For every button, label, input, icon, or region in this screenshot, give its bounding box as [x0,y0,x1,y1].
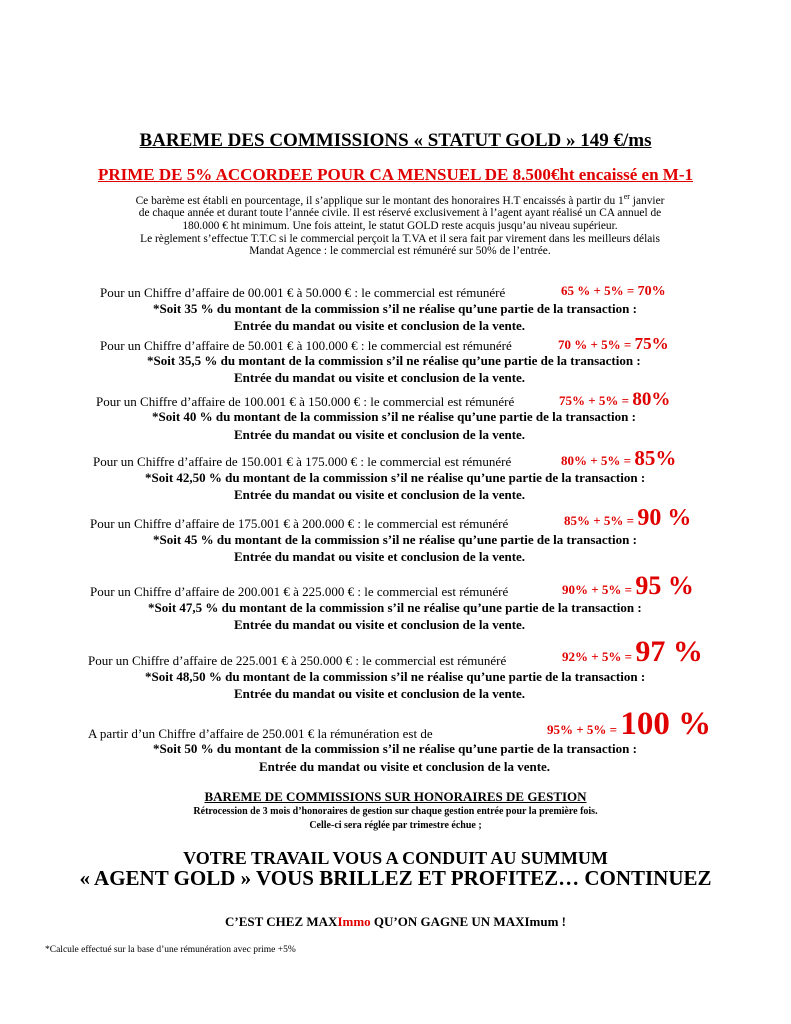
tier-rate: 75% + 5% = 80% [559,389,671,410]
tier-condition: Pour un Chiffre d’affaire de 50.001 € à 100.000 € : le commercial est rémunéré [100,338,512,353]
tier-condition: Pour un Chiffre d’affaire de 225.001 € à 250.000 € : le commercial est rémunéré [88,653,507,668]
tier-partial-detail: Entrée du mandat ou visite et conclusion de la vente. [234,318,526,333]
intro-paragraph [60,191,740,258]
intro-line-4: Le règlement s’effectue T.T.C si le commercial perçoit la T.VA et il sera fait par virement dans les meilleurs délais [140,232,660,245]
tier-rate: 95% + 5% = 100 % [547,706,712,742]
intro-line-3: 180.000 € ht minimum. Une fois atteint, le statut GOLD reste acquis jusqu’au niveau supérieur. [182,219,618,232]
tier-partial-detail: Entrée du mandat ou visite et conclusion de la vente. [234,686,526,701]
tier-partial-note: *Soit 50 % du montant de la commission s’il ne réalise qu’une partie de la transaction : [153,741,637,756]
page-title: BAREME DES COMMISSIONS « STATUT GOLD » 149 €/ms [139,130,652,151]
tier-condition: A partir d’un Chiffre d’affaire de 250.001 € la rémunération est de [88,726,433,741]
intro-line-2: de chaque année et durant toute l’année civile. Il est réservé exclusivement à l’agent ayant réalisé un CA annuel de [138,207,662,220]
tier-partial-note: *Soit 40 % du montant de la commission s’il ne réalise qu’une partie de la transaction : [152,409,636,424]
tier-rate: 92% + 5% = 97 % [562,635,703,668]
tier-condition: Pour un Chiffre d’affaire de 200.001 € à 225.000 € : le commercial est rémunéré [90,584,509,599]
gestion-section-title: BAREME DE COMMISSIONS SUR HONORAIRES DE GESTION [204,789,587,804]
footnote: *Calcule effectué sur la base d’une rémunération avec prime +5% [45,945,296,955]
intro-line-1: Ce barème est établi en pourcentage, il s’applique sur le montant des honoraires H.T encaissés à partir du 1er janvier [135,192,665,207]
tier-condition: Pour un Chiffre d’affaire de 00.001 € à 50.000 € : le commercial est rémunéré [100,285,506,300]
tier-partial-note: *Soit 35 % du montant de la commission s’il ne réalise qu’une partie de la transaction : [153,301,637,316]
tier-partial-detail: Entrée du mandat ou visite et conclusion de la vente. [234,370,526,385]
tier-partial-note: *Soit 42,50 % du montant de la commission s’il ne réalise qu’une partie de la transaction : [145,470,646,485]
slogan-line-1: VOTRE TRAVAIL VOUS A CONDUIT AU SUMMUM [183,848,608,868]
tier-partial-detail: Entrée du mandat ou visite et conclusion de la vente. [234,549,526,564]
tier-partial-detail: Entrée du mandat ou visite et conclusion de la vente. [234,427,526,442]
tier-rate: 80% + 5% = 85% [561,446,677,470]
intro-line-5: Mandat Agence : le commercial est rémunéré sur 50% de l’entrée. [249,245,551,258]
tier-rate: 65 % + 5% = 70% [561,283,666,299]
tier-condition: Pour un Chiffre d’affaire de 100.001 € à 150.000 € : le commercial est rémunéré [96,394,515,409]
gestion-line-1: Rétrocession de 3 mois d’honoraires de gestion sur chaque gestion entrée pour la première fois. [193,806,598,817]
tier-partial-note: *Soit 47,5 % du montant de la commission s’il ne réalise qu’une partie de la transaction : [148,600,642,615]
tier-condition: Pour un Chiffre d’affaire de 150.001 € à 175.000 € : le commercial est rémunéré [93,454,512,469]
tier-partial-note: *Soit 35,5 % du montant de la commission s’il ne réalise qu’une partie de la transaction : [147,353,641,368]
slogan-line-2: « AGENT GOLD » VOUS BRILLEZ ET PROFITEZ… CONTINUEZ [79,866,712,890]
gestion-line-2: Celle-ci sera réglée par trimestre échue ; [309,820,482,831]
tier-partial-detail: Entrée du mandat ou visite et conclusion de la vente. [259,759,551,774]
tier-partial-detail: Entrée du mandat ou visite et conclusion de la vente. [234,487,526,502]
tier-partial-detail: Entrée du mandat ou visite et conclusion de la vente. [234,617,526,632]
motto: C’EST CHEZ MAXImmo QU’ON GAGNE UN MAXImum ! [224,914,567,929]
tier-partial-note: *Soit 45 % du montant de la commission s’il ne réalise qu’une partie de la transaction : [153,532,637,547]
tier-rate: 85% + 5% = 90 % [564,505,692,531]
tier-condition: Pour un Chiffre d’affaire de 175.001 € à 200.000 € : le commercial est rémunéré [90,516,509,531]
tier-rate: 90% + 5% = 95 % [562,571,694,600]
tier-rate: 70 % + 5% = 75% [558,334,669,353]
tier-partial-note: *Soit 48,50 % du montant de la commission s’il ne réalise qu’une partie de la transaction : [145,669,646,684]
bonus-subtitle: PRIME DE 5% ACCORDEE POUR CA MENSUEL DE 8.500€ht encaissé en M-1 [97,165,694,184]
